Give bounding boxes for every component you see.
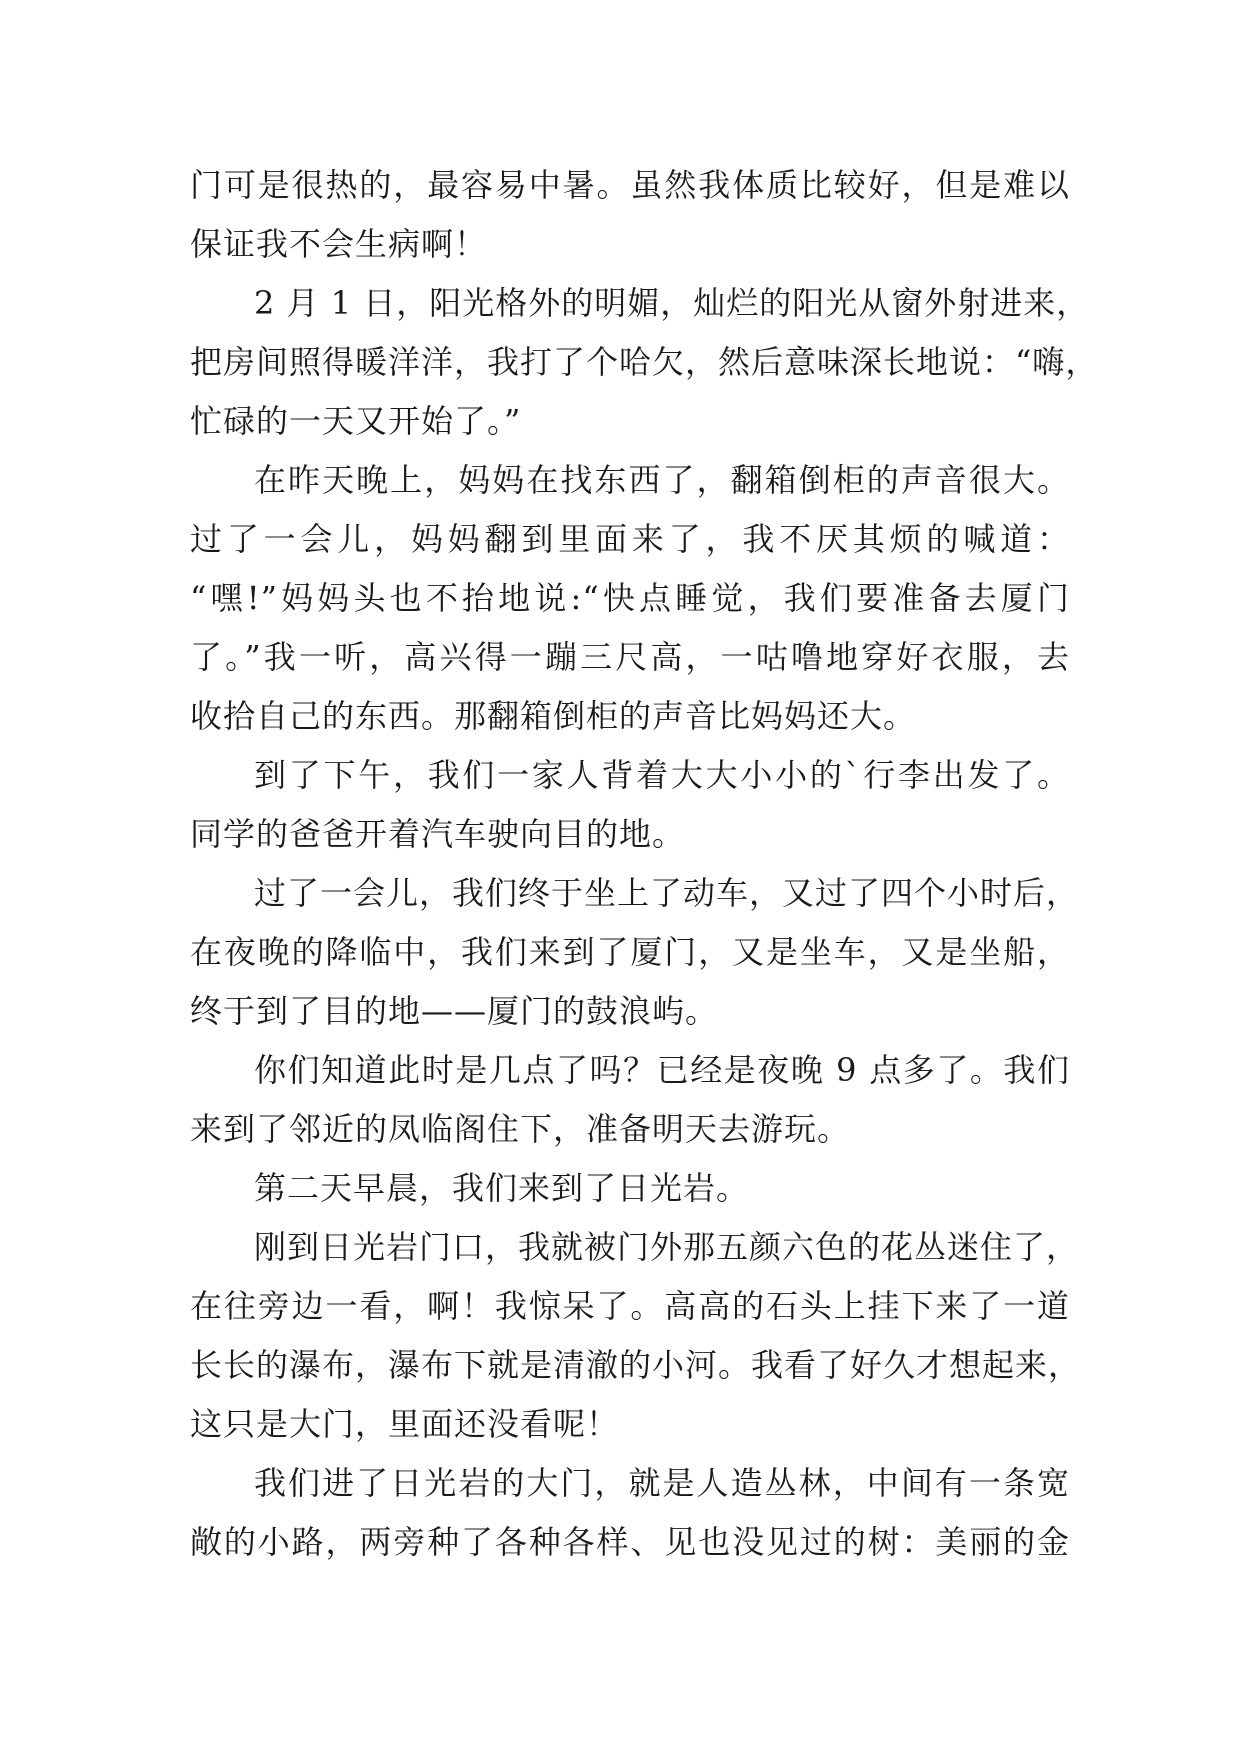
- text-line: 长长的瀑布，瀑布下就是清澈的小河。我看了好久才想起来，: [190, 1346, 1082, 1384]
- text-line: 忙碌的一天又开始了。”: [190, 402, 522, 440]
- text-line: 这只是大门，里面还没看呢！: [190, 1405, 620, 1443]
- text-line: 了。”我一听，高兴得一蹦三尺高，一咕噜地穿好衣服，去: [190, 638, 1070, 676]
- text-line: 敞的小路，两旁种了各种各样、见也没见过的树：美丽的金: [190, 1523, 1070, 1561]
- text-line: “嘿!”妈妈头也不抬地说:“快点睡觉，我们要准备去厦门: [190, 579, 1070, 617]
- text-line: 2 月 1 日，阳光格外的明媚，灿烂的阳光从窗外射进来，: [254, 284, 1090, 322]
- text-line: 收拾自己的东西。那翻箱倒柜的声音比妈妈还大。: [190, 697, 917, 735]
- text-line: 刚到日光岩门口，我就被门外那五颜六色的花丛迷住了，: [254, 1228, 1080, 1266]
- text-line: 终于到了目的地——厦门的鼓浪屿。: [190, 992, 719, 1030]
- document-body: [190, 156, 1099, 1572]
- text-line: 过了一会儿，我们终于坐上了动车，又过了四个小时后，: [254, 874, 1080, 912]
- text-line: 保证我不会生病啊！: [190, 225, 488, 263]
- text-line: 我们进了日光岩的大门，就是人造丛林，中间有一条宽: [254, 1464, 1070, 1502]
- text-line: 到了下午，我们一家人背着大大小小的`行李出发了。: [254, 756, 1070, 794]
- text-line: 门可是很热的，最容易中暑。虽然我体质比较好，但是难以: [190, 166, 1070, 204]
- text-line: 在夜晚的降临中，我们来到了厦门，又是坐车，又是坐船，: [190, 933, 1070, 971]
- text-line: 在往旁边一看，啊！我惊呆了。高高的石头上挂下来了一道: [190, 1287, 1070, 1325]
- text-line: 在昨天晚上，妈妈在找东西了，翻箱倒柜的声音很大。: [254, 461, 1070, 499]
- text-line: 第二天早晨，我们来到了日光岩。: [254, 1169, 750, 1207]
- text-line: 你们知道此时是几点了吗？已经是夜晚 9 点多了。我们: [254, 1051, 1070, 1089]
- text-line: 过了一会儿，妈妈翻到里面来了，我不厌其烦的喊道：: [190, 520, 1070, 558]
- text-line: 来到了邻近的凤临阁住下，准备明天去游玩。: [190, 1110, 851, 1148]
- text-line: 同学的爸爸开着汽车驶向目的地。: [190, 815, 686, 853]
- text-line: 把房间照得暖洋洋，我打了个哈欠，然后意味深长地说：“嗨，: [190, 343, 1099, 381]
